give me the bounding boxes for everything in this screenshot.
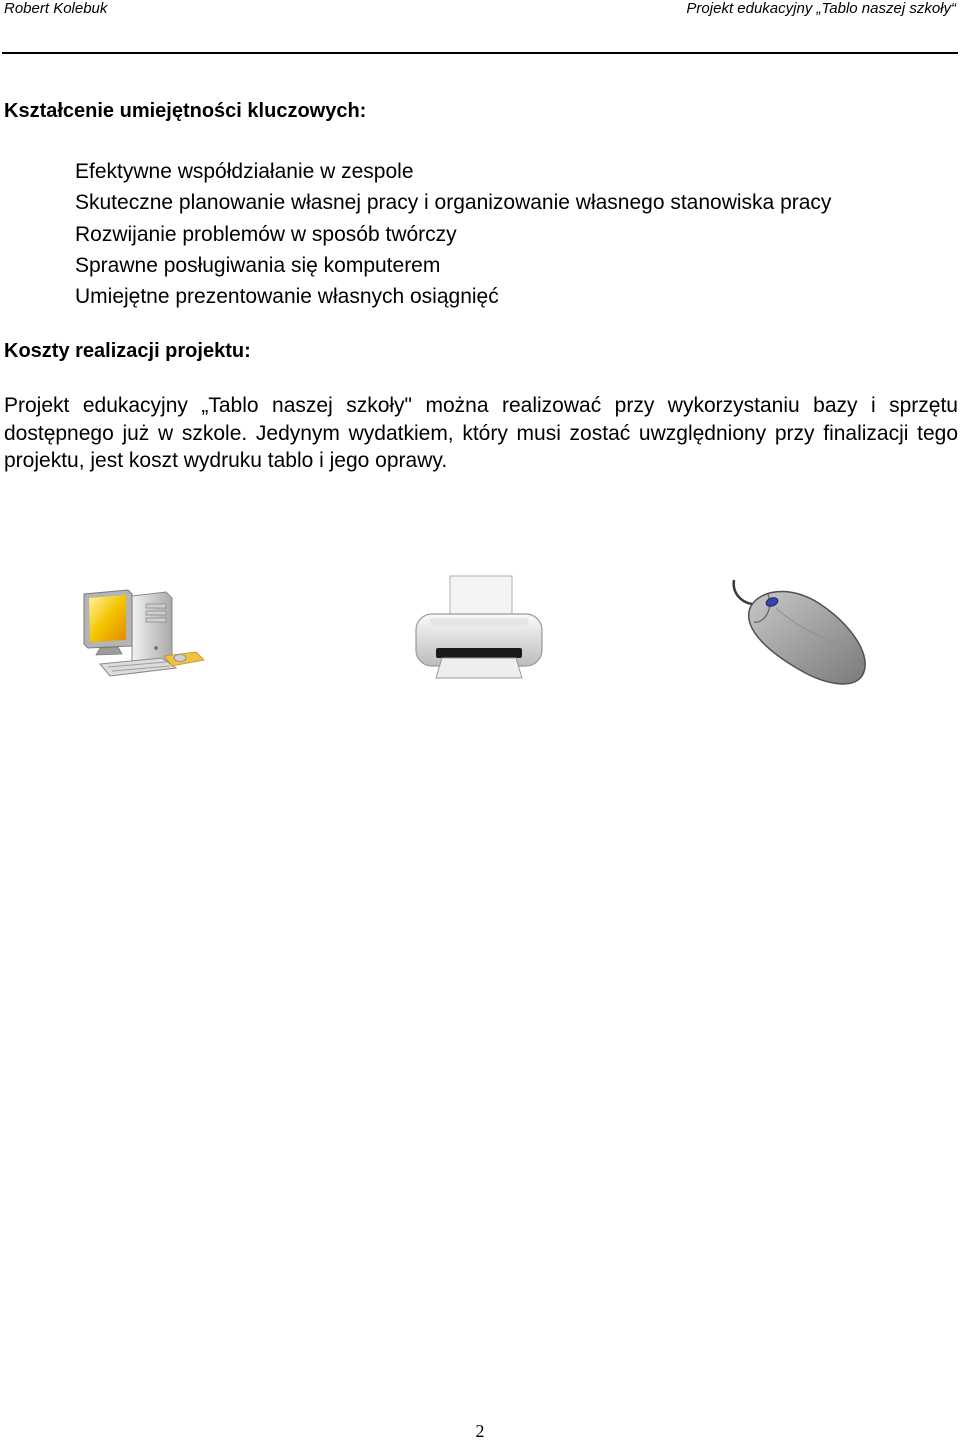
page-number: 2: [475, 1421, 485, 1441]
header-rule: [2, 52, 958, 54]
costs-paragraph: Projekt edukacyjny „Tablo naszej szkoły" można realizować przy wykorzystaniu bazy i sprzętu dostępnego już w szkole. Jedynym wydatkiem, który musi zostać uwzględniony przy finalizacji tego projektu, jest koszt wydruku tablo i jego oprawy.: [4, 394, 958, 472]
header-project-title: Projekt edukacyjny „Tablo naszej szkoły“: [686, 0, 956, 17]
list-item: Skuteczne planowanie własnej pracy i organizowanie własnego stanowiska pracy: [75, 191, 832, 215]
computer-mouse-icon: [728, 578, 872, 686]
costs-heading: Koszty realizacji projektu:: [4, 340, 251, 362]
header-author: Robert Kolebuk: [4, 0, 108, 17]
list-item: Umiejętne prezentowanie własnych osiągnięć: [75, 285, 499, 309]
running-header: [4, 0, 956, 18]
printer-icon: [412, 574, 546, 684]
skills-heading: Kształcenie umiejętności kluczowych:: [4, 100, 367, 122]
list-item: Efektywne współdziałanie w zespole: [75, 160, 414, 183]
skills-list: [75, 156, 831, 312]
list-item: Rozwijanie problemów w sposób twórczy: [75, 222, 457, 246]
desktop-computer-icon: [80, 588, 206, 682]
list-item: Sprawne posługiwania się komputerem: [75, 253, 441, 277]
